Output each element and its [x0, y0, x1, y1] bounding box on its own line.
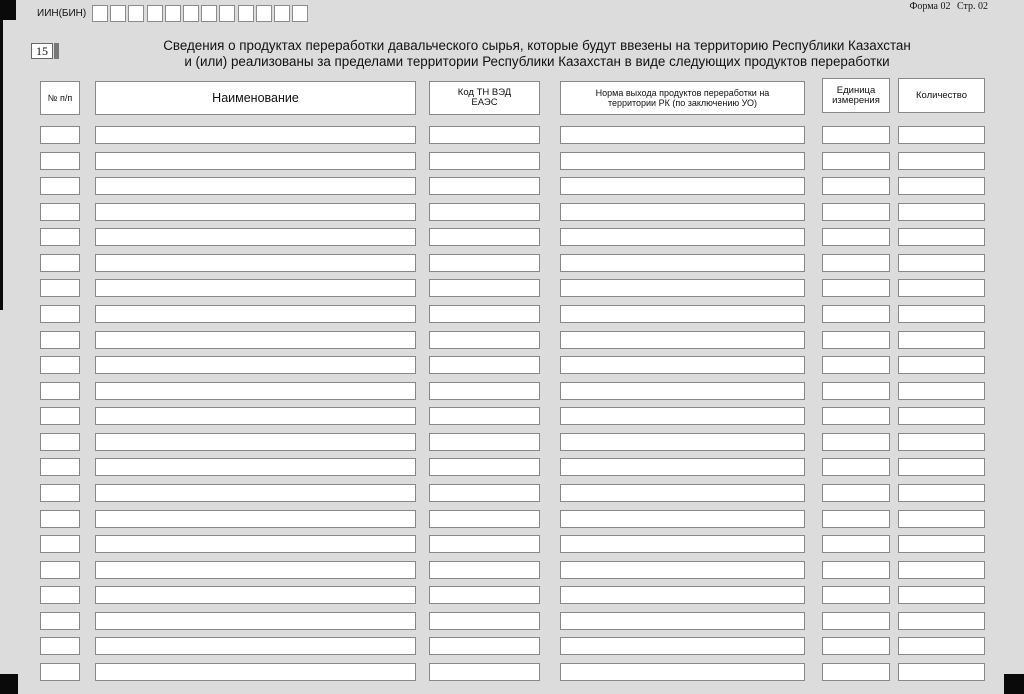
cell-num[interactable]: [40, 305, 80, 323]
cell-unit[interactable]: [822, 433, 890, 451]
registration-mark-bottom-left: [0, 674, 18, 694]
cell-unit[interactable]: [822, 510, 890, 528]
cell-num[interactable]: [40, 126, 80, 144]
cell-norm[interactable]: [560, 356, 805, 374]
cell-num[interactable]: [40, 484, 80, 502]
cell-code[interactable]: [429, 612, 540, 630]
cell-qty[interactable]: [898, 331, 985, 349]
cell-num[interactable]: [40, 177, 80, 195]
cell-code[interactable]: [429, 433, 540, 451]
cell-num[interactable]: [40, 458, 80, 476]
cell-num[interactable]: [40, 254, 80, 272]
cell-name[interactable]: [95, 458, 416, 476]
cell-qty[interactable]: [898, 382, 985, 400]
cell-unit[interactable]: [822, 203, 890, 221]
cell-name[interactable]: [95, 177, 416, 195]
cell-code[interactable]: [429, 152, 540, 170]
cell-code[interactable]: [429, 484, 540, 502]
form-page-label: [906, 1, 988, 12]
column-header-number: № п/п: [40, 81, 80, 115]
cell-unit[interactable]: [822, 484, 890, 502]
iin-digit-cell[interactable]: [201, 5, 217, 22]
cell-num[interactable]: [40, 535, 80, 553]
iin-digit-cell[interactable]: [110, 5, 126, 22]
cell-qty[interactable]: [898, 637, 985, 655]
cell-name[interactable]: [95, 612, 416, 630]
cell-name[interactable]: [95, 254, 416, 272]
cell-norm[interactable]: [560, 637, 805, 655]
cell-unit[interactable]: [822, 356, 890, 374]
cell-name[interactable]: [95, 637, 416, 655]
iin-digit-cell[interactable]: [128, 5, 144, 22]
cell-num[interactable]: [40, 433, 80, 451]
cell-name[interactable]: [95, 152, 416, 170]
cell-norm[interactable]: [560, 203, 805, 221]
cell-norm[interactable]: [560, 177, 805, 195]
section-title-line-1: Сведения о продуктах переработки давальческого сырья, которые будут ввезены на территорию Республики Казахстан: [163, 38, 911, 53]
cell-code[interactable]: [429, 254, 540, 272]
cell-qty[interactable]: [898, 484, 985, 502]
cell-unit[interactable]: [822, 382, 890, 400]
cell-code[interactable]: [429, 305, 540, 323]
cell-unit[interactable]: [822, 612, 890, 630]
cell-code[interactable]: [429, 637, 540, 655]
cell-norm[interactable]: [560, 152, 805, 170]
form-number: Форма 02: [909, 1, 951, 12]
cell-name[interactable]: [95, 663, 416, 681]
column-header-quantity: Количество: [898, 78, 985, 113]
iin-digit-cell[interactable]: [183, 5, 199, 22]
page-number: Стр. 02: [956, 1, 988, 12]
cell-code[interactable]: [429, 228, 540, 246]
cell-num[interactable]: [40, 382, 80, 400]
cell-unit[interactable]: [822, 561, 890, 579]
cell-name[interactable]: [95, 586, 416, 604]
iin-digit-cell[interactable]: [92, 5, 108, 22]
cell-norm[interactable]: [560, 279, 805, 297]
iin-digit-cell[interactable]: [292, 5, 308, 22]
cell-norm[interactable]: [560, 663, 805, 681]
cell-qty[interactable]: [898, 177, 985, 195]
iin-digit-cell[interactable]: [274, 5, 290, 22]
cell-code[interactable]: [429, 382, 540, 400]
column-header-code: Код ТН ВЭД ЕАЭС: [429, 81, 540, 115]
cell-unit[interactable]: [822, 126, 890, 144]
cell-unit[interactable]: [822, 458, 890, 476]
cell-code[interactable]: [429, 458, 540, 476]
cell-name[interactable]: [95, 407, 416, 425]
cell-name[interactable]: [95, 433, 416, 451]
cell-name[interactable]: [95, 228, 416, 246]
cell-qty[interactable]: [898, 586, 985, 604]
left-edge-strip: [0, 20, 3, 310]
cell-qty[interactable]: [898, 152, 985, 170]
cell-qty[interactable]: [898, 305, 985, 323]
cell-code[interactable]: [429, 177, 540, 195]
cell-unit[interactable]: [822, 152, 890, 170]
registration-mark-top-left: [0, 0, 16, 20]
cell-name[interactable]: [95, 510, 416, 528]
cell-unit[interactable]: [822, 535, 890, 553]
cell-name[interactable]: [95, 356, 416, 374]
column-header-norm: Норма выхода продуктов переработки на территории РК (по заключению УО): [560, 81, 805, 115]
cell-norm[interactable]: [560, 612, 805, 630]
cell-norm[interactable]: [560, 407, 805, 425]
cell-num[interactable]: [40, 407, 80, 425]
cell-code[interactable]: [429, 407, 540, 425]
cell-unit[interactable]: [822, 279, 890, 297]
cell-norm[interactable]: [560, 331, 805, 349]
cell-num[interactable]: [40, 561, 80, 579]
cell-num[interactable]: [40, 510, 80, 528]
cell-name[interactable]: [95, 126, 416, 144]
cell-qty[interactable]: [898, 535, 985, 553]
cell-code[interactable]: [429, 535, 540, 553]
cell-code[interactable]: [429, 561, 540, 579]
cell-qty[interactable]: [898, 510, 985, 528]
cell-unit[interactable]: [822, 305, 890, 323]
iin-digit-cell[interactable]: [256, 5, 272, 22]
cell-code[interactable]: [429, 356, 540, 374]
cell-norm[interactable]: [560, 535, 805, 553]
cell-qty[interactable]: [898, 126, 985, 144]
cell-unit[interactable]: [822, 663, 890, 681]
cell-qty[interactable]: [898, 458, 985, 476]
cell-unit[interactable]: [822, 254, 890, 272]
registration-mark-bottom-right: [1004, 674, 1024, 694]
cell-num[interactable]: [40, 279, 80, 297]
section-title-line-2: и (или) реализованы за пределами территории Республики Казахстан в виде следующих продуктов переработки: [184, 54, 890, 69]
cell-qty[interactable]: [898, 612, 985, 630]
cell-num[interactable]: [40, 586, 80, 604]
cell-norm[interactable]: [560, 484, 805, 502]
cell-unit[interactable]: [822, 177, 890, 195]
iin-digit-cell[interactable]: [219, 5, 235, 22]
section-number-marker: [54, 43, 59, 59]
cell-unit[interactable]: [822, 331, 890, 349]
cell-num[interactable]: [40, 331, 80, 349]
cell-num[interactable]: [40, 663, 80, 681]
cell-unit[interactable]: [822, 586, 890, 604]
cell-norm[interactable]: [560, 254, 805, 272]
cell-norm[interactable]: [560, 510, 805, 528]
column-header-unit: Единица измерения: [822, 78, 890, 113]
cell-num[interactable]: [40, 612, 80, 630]
cell-name[interactable]: [95, 484, 416, 502]
cell-qty[interactable]: [898, 407, 985, 425]
cell-num[interactable]: [40, 228, 80, 246]
cell-num[interactable]: [40, 637, 80, 655]
cell-unit[interactable]: [822, 637, 890, 655]
cell-num[interactable]: [40, 152, 80, 170]
cell-code[interactable]: [429, 203, 540, 221]
cell-unit[interactable]: [822, 407, 890, 425]
cell-name[interactable]: [95, 203, 416, 221]
cell-norm[interactable]: [560, 305, 805, 323]
cell-qty[interactable]: [898, 663, 985, 681]
cell-code[interactable]: [429, 126, 540, 144]
cell-name[interactable]: [95, 305, 416, 323]
cell-code[interactable]: [429, 510, 540, 528]
cell-name[interactable]: [95, 561, 416, 579]
cell-norm[interactable]: [560, 228, 805, 246]
cell-norm[interactable]: [560, 458, 805, 476]
iin-digit-cell[interactable]: [165, 5, 181, 22]
cell-qty[interactable]: [898, 254, 985, 272]
cell-code[interactable]: [429, 331, 540, 349]
cell-qty[interactable]: [898, 228, 985, 246]
cell-unit[interactable]: [822, 228, 890, 246]
cell-qty[interactable]: [898, 279, 985, 297]
cell-code[interactable]: [429, 279, 540, 297]
cell-norm[interactable]: [560, 561, 805, 579]
cell-norm[interactable]: [560, 382, 805, 400]
cell-num[interactable]: [40, 356, 80, 374]
cell-norm[interactable]: [560, 586, 805, 604]
cell-code[interactable]: [429, 586, 540, 604]
cell-name[interactable]: [95, 279, 416, 297]
cell-norm[interactable]: [560, 126, 805, 144]
iin-label: ИИН(БИН): [37, 8, 87, 19]
cell-qty[interactable]: [898, 203, 985, 221]
cell-name[interactable]: [95, 331, 416, 349]
cell-num[interactable]: [40, 203, 80, 221]
section-number: 15: [31, 43, 53, 59]
cell-qty[interactable]: [898, 356, 985, 374]
iin-digit-cell[interactable]: [238, 5, 254, 22]
cell-name[interactable]: [95, 382, 416, 400]
cell-code[interactable]: [429, 663, 540, 681]
cell-qty[interactable]: [898, 561, 985, 579]
column-header-name: Наименование: [95, 81, 416, 115]
cell-qty[interactable]: [898, 433, 985, 451]
cell-norm[interactable]: [560, 433, 805, 451]
iin-digit-cell[interactable]: [147, 5, 163, 22]
cell-name[interactable]: [95, 535, 416, 553]
